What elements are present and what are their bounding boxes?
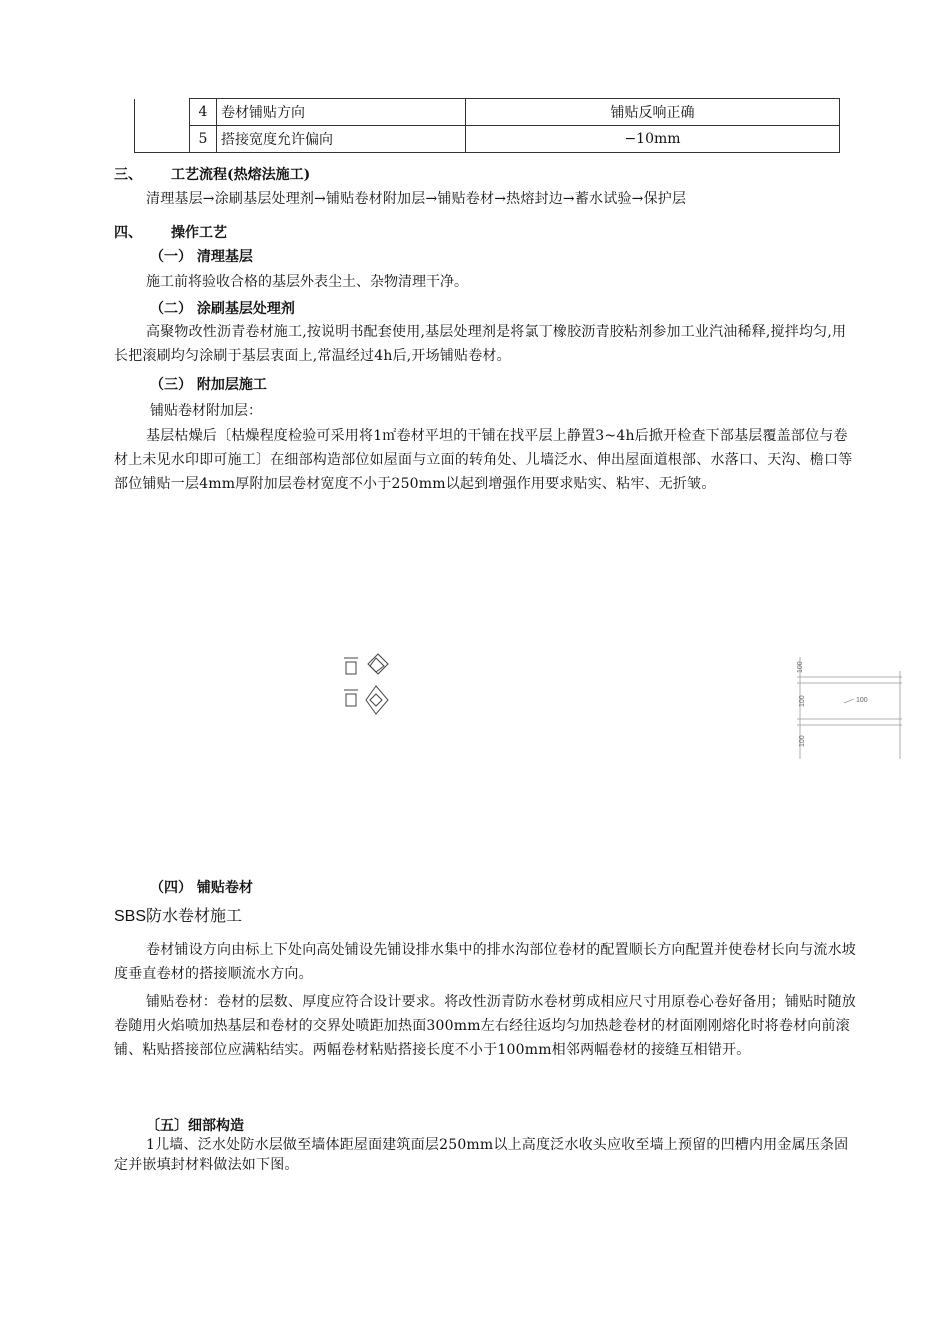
table-cell-blank [135, 99, 190, 153]
subsection-4-text-1: 卷材铺设方向由标上下处向高处铺设先铺设排水集中的排水沟部位卷材的配置顺长方向配置并使卷材长向与流水坡度垂直卷材的搭接顺流水方向。 [114, 942, 856, 982]
process-flow-text: 清理基层→涂刷基层处理剂→铺贴卷材附加层→铺贴卷材→热熔封边→蓄水试验→保护层 [146, 191, 687, 207]
section-4-number: 四、 [114, 225, 142, 241]
table-cell-value: −10mm [466, 126, 840, 153]
table-row [135, 126, 840, 153]
section-3-title: 工艺流程(热熔法施工) [171, 167, 311, 183]
symbol-box [346, 662, 356, 674]
subsection-1-title: （一） 清理基层 [150, 249, 253, 265]
subsection-2-title: （二） 涂刷基层处理剂 [150, 301, 295, 317]
table-cell-item: 卷材铺贴方向 [217, 99, 466, 126]
table-cell-no: 4 [190, 99, 217, 126]
subsection-4-title: （四） 铺贴卷材 [150, 880, 253, 896]
dimension-label: 100 [799, 695, 806, 707]
subsection-5-title: 〔五〕细部构造 [146, 1118, 244, 1134]
subsection-5-text: 1儿墙、泛水处防水层做至墙体距屋面建筑面层250mm以上高度泛水收头应收至墙上预留的凹槽内用金属压条固定并嵌填封材料做法如下图。 [114, 1137, 849, 1173]
table-cell-item: 搭接宽度允许偏向 [217, 126, 466, 153]
section-3-number: 三、 [114, 167, 142, 183]
subsection-1-text: 施工前将验收合格的基层外表尘土、杂物清理干净。 [146, 274, 468, 290]
subsection-4-subtitle: SBS防水卷材施工 [114, 908, 243, 925]
spec-table [134, 98, 840, 153]
subsection-3-text-2: 基层枯燥后〔枯燥程度检验可采用将1㎡卷材平坦的干铺在找平层上静置3~4h后掀开检查下部基层覆盖部位与卷材上未见水印即可施工〕在细部构造部位如屋面与立面的转角处、儿墙泛水、伸出屋面道根部、水落口、天沟、檐口等部位铺贴一层4mm厚附加层卷材宽度不小于250mm以起到增强作用要求贴实、粘牢、无折皱。 [114, 428, 853, 492]
subsection-3-text-1: 铺贴卷材附加层： [150, 403, 262, 419]
subsection-3-title: （三） 附加层施工 [150, 377, 267, 393]
dimension-diagram [794, 655, 904, 761]
dimension-label: 100 [797, 661, 804, 673]
table-cell-value: 铺贴反响正确 [466, 99, 840, 126]
subsection-4-text-2: 铺贴卷材：卷材的层数、厚度应符合设计要求。将改性沥青防水卷材剪成相应尺寸用原卷心卷好备用；铺贴时随放卷随用火焰喷加热基层和卷材的交界处喷距加热面300mm左右经往返均匀加热趁卷材的材面刚刚熔化时将卷材向前滚铺、粘贴搭接部位应满粘结实。两幅卷材粘贴搭接长度不小于100mm相邻两幅卷材的接缝互相错开。 [114, 994, 856, 1058]
dimension-label: 100 [856, 697, 868, 704]
detail-symbols-diagram [342, 650, 394, 720]
symbol-box [346, 694, 356, 706]
table-row [135, 99, 840, 126]
dimension-label: 100 [799, 735, 806, 747]
section-4-title: 操作工艺 [171, 225, 227, 241]
subsection-2-text: 高聚物改性沥青卷材施工,按说明书配套使用,基层处理剂是将氯丁橡胶沥青胶粘剂参加工业汽油稀释,搅拌均匀,用长把滚刷均匀涂刷于基层衷面上,常温经过4h后,开场铺贴卷材。 [114, 324, 847, 364]
table-cell-no: 5 [190, 126, 217, 153]
